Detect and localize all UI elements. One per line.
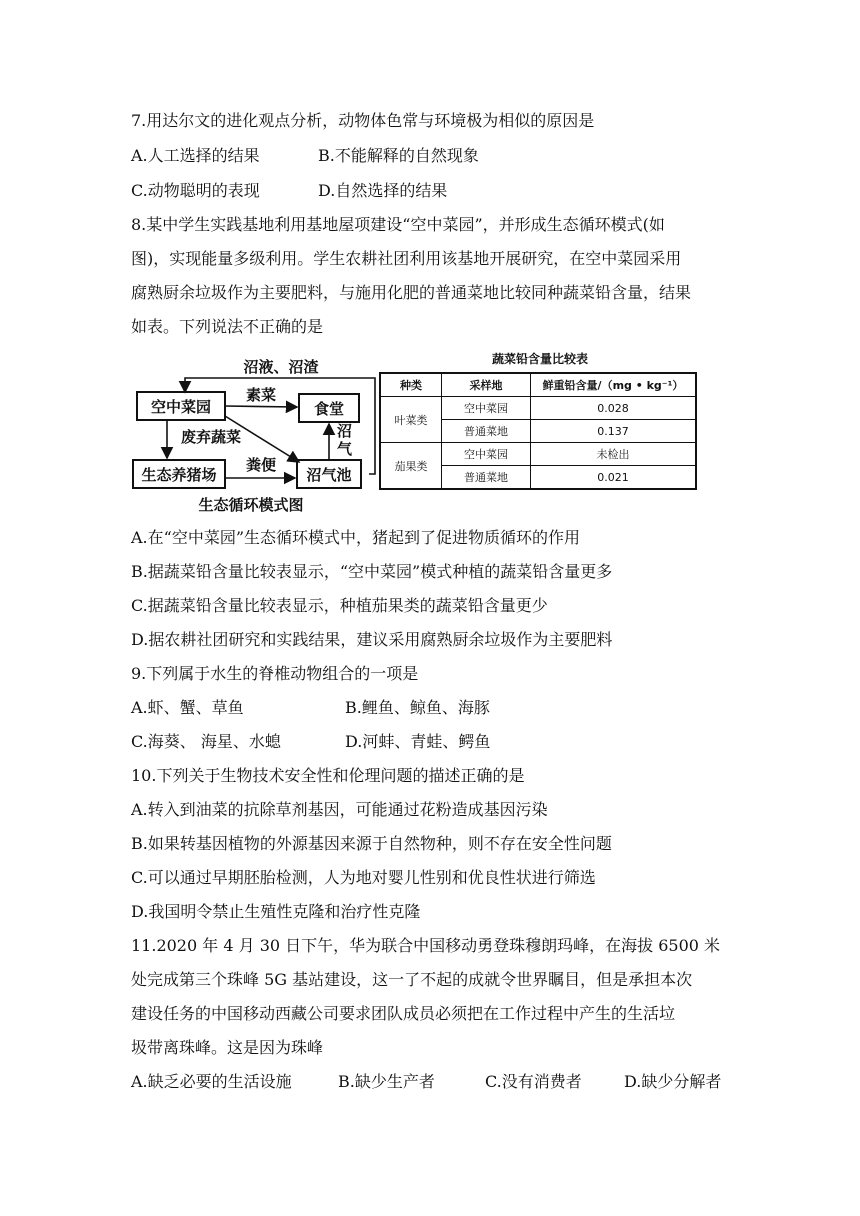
cell-category: 茄果类: [380, 443, 442, 490]
table-title: 蔬菜铅含量比较表: [491, 352, 588, 366]
q10-option-d: D.我国明令禁止生殖性克隆和治疗性克隆: [131, 902, 421, 921]
q9-option-d: D.河蚌、青蛙、鳄鱼: [345, 732, 491, 751]
q11-option-c: C.没有消费者: [485, 1072, 582, 1091]
table-header-row: [380, 373, 696, 397]
edge-veg-label: 素菜: [245, 386, 277, 404]
q7-option-c: C.动物聪明的表现: [131, 181, 260, 200]
q11-stem-line-2: 处完成第三个珠峰 5G 基站建设，这一了不起的成就令世界瞩目，但是承担本次: [131, 970, 693, 989]
q7-option-a: A.人工选择的结果: [131, 146, 260, 165]
table-row: [380, 443, 696, 466]
q11-stem-line-3: 建设任务的中国移动西藏公司要求团队成员必须把在工作过程中产生的生活垃: [131, 1004, 676, 1023]
q8-option-d: D.据农耕社团研究和实践结果，建议采用腐熟厨余垃圾作为主要肥料: [131, 630, 613, 649]
edge-waste-label: 废弃蔬菜: [181, 428, 242, 446]
q9-option-a: A.虾、蟹、草鱼: [131, 698, 244, 717]
q11-stem-line-4: 圾带离珠峰。这是因为珠峰: [131, 1038, 324, 1057]
edge-slurry-label: 沼液、沼渣: [243, 358, 319, 376]
q8-option-a: A.在“空中菜园”生态循环模式中，猪起到了促进物质循环的作用: [131, 528, 581, 547]
q8-figure: [131, 350, 701, 515]
q7-option-d: D.自然选择的结果: [318, 181, 448, 200]
lead-content-table: [379, 372, 697, 490]
cell-site: 普通菜地: [442, 466, 531, 490]
node-garden-label: 空中菜园: [150, 398, 212, 416]
q9-option-c: C.海葵、 海星、水螅: [131, 732, 281, 751]
table-row: [380, 397, 696, 420]
th-category: 种类: [380, 373, 442, 397]
cell-site: 空中菜园: [442, 443, 531, 466]
cell-value: 未检出: [531, 443, 697, 466]
q8-stem-line-4: 如表。下列说法不正确的是: [131, 317, 324, 336]
cell-value: 0.137: [531, 420, 697, 443]
cell-category: 叶菜类: [380, 397, 442, 443]
edge-manure-label: 粪便: [245, 456, 277, 474]
diagram-caption: 生态循环模式图: [198, 496, 304, 514]
q11-option-b: B.缺少生产者: [338, 1072, 435, 1091]
q8-option-b: B.据蔬菜铅含量比较表显示，“空中菜园”模式种植的蔬菜铅含量更多: [131, 562, 613, 581]
q7-option-b: B.不能解释的自然现象: [318, 146, 479, 165]
q8-stem-line-3: 腐熟厨余垃圾作为主要肥料，与施用化肥的普通菜地比较同种蔬菜铅含量，结果: [131, 283, 692, 302]
q9-option-b: B.鲤鱼、鲸鱼、海豚: [345, 698, 490, 717]
q10-option-a: A.转入到油菜的抗除草剂基因，可能通过花粉造成基因污染: [131, 800, 548, 819]
q8-option-c: C.据蔬菜铅含量比较表显示，种植茄果类的蔬菜铅含量更少: [131, 596, 548, 615]
node-pigfarm-label: 生态养猪场: [141, 466, 217, 484]
q8-stem-line-1: 8.某中学生实践基地利用基地屋项建设“空中菜园”，并形成生态循环模式(如: [131, 215, 665, 234]
q10-stem: 10.下列关于生物技术安全性和伦理问题的描述正确的是: [131, 766, 525, 785]
cell-site: 空中菜园: [442, 397, 531, 420]
q10-option-c: C.可以通过早期胚胎检测，人为地对婴儿性别和优良性状进行筛选: [131, 868, 596, 887]
node-biogas-label: 沼气池: [306, 466, 352, 484]
q10-option-b: B.如果转基因植物的外源基因来源于自然物种，则不存在安全性问题: [131, 834, 612, 853]
q9-stem: 9.下列属于水生的脊椎动物组合的一项是: [131, 664, 419, 683]
q8-stem-line-2: 图)，实现能量多级利用。学生农耕社团利用该基地开展研究，在空中菜园采用: [131, 249, 682, 268]
cell-value: 0.028: [531, 397, 697, 420]
edge-veg: [225, 406, 297, 407]
th-value: 鲜重铅含量/（mg • kg⁻¹）: [531, 373, 697, 397]
edge-gas-label-1: 沼: [337, 422, 353, 440]
q11-option-d: D.缺少分解者: [624, 1072, 722, 1091]
q7-stem: 7.用达尔文的进化观点分析，动物体色常与环境极为相似的原因是: [131, 111, 595, 130]
cell-value: 0.021: [531, 466, 697, 490]
lead-content-table-wrap: [379, 350, 701, 515]
q11-stem-line-1: 11.2020 年 4 月 30 日下午，华为联合中国移动勇登珠穆朗玛峰，在海拔 6500 米: [131, 936, 721, 955]
th-site: 采样地: [442, 373, 531, 397]
node-canteen-label: 食堂: [313, 400, 345, 418]
q11-option-a: A.缺乏必要的生活设施: [131, 1072, 292, 1091]
edge-gas-label-2: 气: [337, 440, 353, 458]
ecological-cycle-diagram: [131, 350, 379, 515]
cell-site: 普通菜地: [442, 420, 531, 443]
